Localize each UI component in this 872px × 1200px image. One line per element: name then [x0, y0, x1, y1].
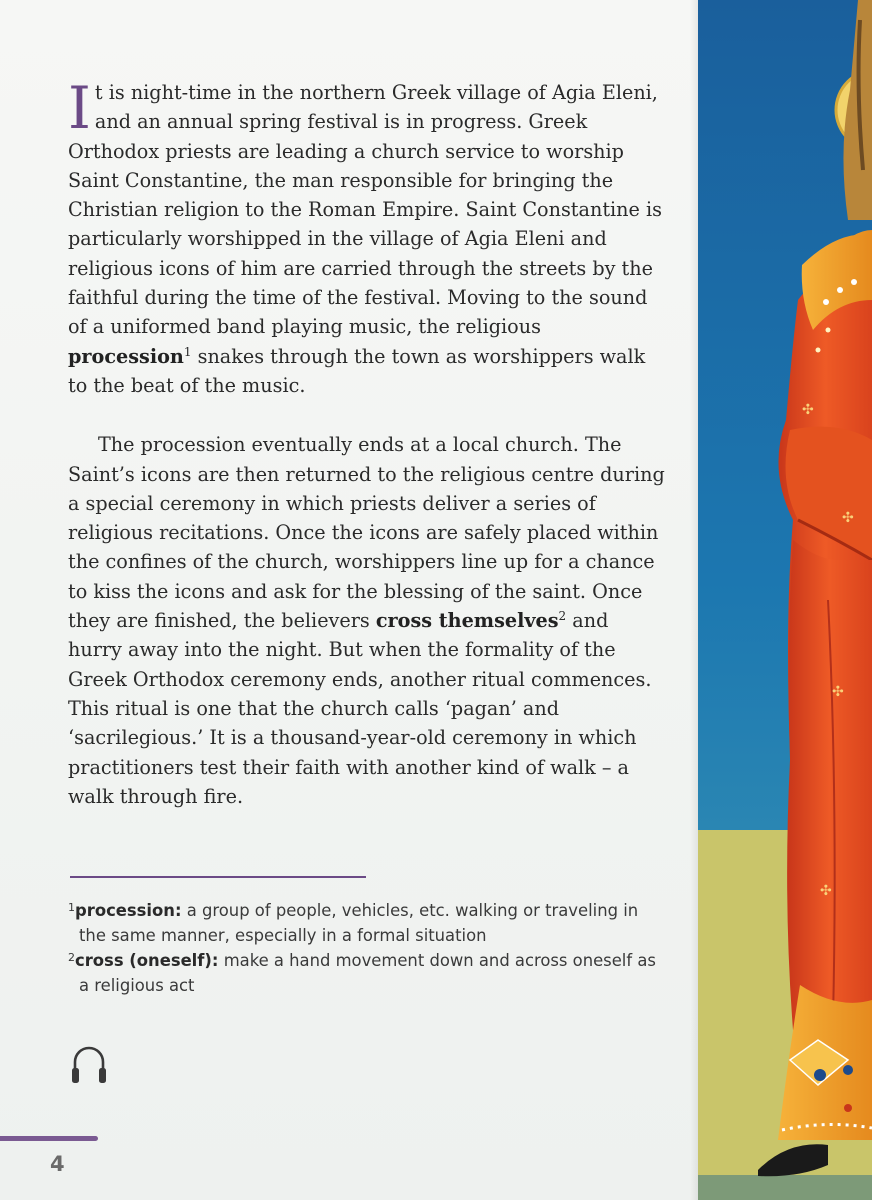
footnotes [68, 898, 668, 998]
footnote-divider [70, 876, 366, 878]
footnote-term: cross (oneself): [75, 951, 219, 970]
paragraph-2-text-a: The procession eventually ends at a local church. The Saint’s icons are then returned to the religious centre during a special ceremony in which priests deliver a series of religious recitations. Once the icons are safely placed within the confines of the church, worshippers line up for a chance to kiss the icons and ask for the blessing of the saint. Once they are finished, the believers [68, 433, 665, 633]
footnote-2 [68, 948, 668, 998]
footnote-ref-1: 1 [183, 344, 192, 359]
page-number: 4 [50, 1152, 65, 1176]
paragraph-2-text-b: and hurry away into the night. But when the formality of the Greek Orthodox ceremony ends, another ritual commences. This ritual is one that the church calls ‘pagan’ and ‘sacrilegious.’ It is a thousand-year-old ceremony in which practitioners test their faith with another kind of walk – a walk through fire. [68, 609, 652, 808]
main-text [68, 74, 668, 811]
page-number-bar [0, 1136, 98, 1141]
footnote-definition: a group of people, vehicles, etc. walking or traveling in the same manner, especially in a formal situation [79, 901, 639, 945]
paragraph-2 [68, 430, 668, 811]
saint-icon-illustration [698, 0, 872, 1200]
drop-cap: I [68, 74, 91, 142]
footnote-number: 2 [68, 951, 75, 964]
paragraph-1-text-b: snakes through the town as worshippers walk to the beat of the music. [68, 344, 646, 397]
footnote-1 [68, 898, 668, 948]
svg-text:✣: ✣ [820, 883, 832, 899]
paragraph-1-text-a: t is night-time in the northern Greek village of Agia Eleni, and an annual spring festival is in progress. Greek Orthodox priests are leading a church service to worship Saint Constantine, the man responsible for bringing the Christian religion to the Roman Empire. Saint Constantine is particularly worshipped in the village of Agia Eleni and religious icons of him are carried through the streets by the faithful during the time of the festival. Moving to the sound of a uniformed band playing music, the religious [68, 81, 662, 339]
headphones-icon[interactable] [70, 1040, 108, 1086]
paragraph-1 [68, 74, 668, 400]
footnote-term: procession: [75, 901, 182, 920]
svg-text:✣: ✣ [842, 510, 854, 526]
footnote-number: 1 [68, 901, 75, 914]
footnote-ref-2: 2 [558, 609, 567, 624]
term-procession: procession [68, 344, 184, 368]
svg-text:✣: ✣ [802, 402, 814, 418]
footnote-definition: make a hand movement down and across oneself as a religious act [79, 951, 656, 995]
svg-text:✣: ✣ [832, 684, 844, 700]
term-cross-themselves: cross themselves [375, 609, 559, 633]
